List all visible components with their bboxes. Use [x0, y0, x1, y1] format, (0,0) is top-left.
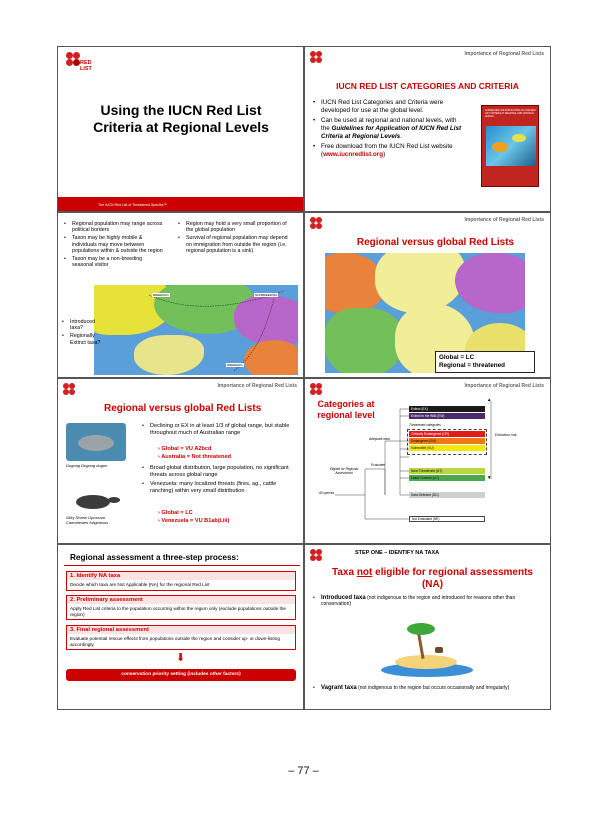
step-title: 1. Identify NA taxa [67, 572, 295, 580]
guidelines-book-cover [481, 105, 539, 187]
arrow-up-icon: ▲ [487, 397, 492, 402]
bullet-item: • Venezuela: many localized threats (fires, ag., cattle ranching) within very small distribution [142, 481, 300, 495]
opossum-caption: Silky Shrew Opossum Caenolestes fuliginosus [66, 515, 109, 525]
slide-title: Categories at regional level [317, 399, 375, 420]
step-title: 2. Preliminary assessment [67, 596, 295, 604]
slide-6 [304, 378, 551, 544]
bullet-list [142, 423, 300, 437]
cat-ne: Not Evaluated (NE) [409, 516, 485, 522]
slide-header: STEP ONE – IDENTIFY NA TAXA [355, 550, 440, 556]
step-1-box [66, 571, 296, 591]
regional-result: › Australia = Not threatened [158, 454, 232, 460]
slide-header: Importance of Regional Red Lists [217, 383, 297, 389]
down-arrow-icon: ⬇ [176, 652, 186, 664]
regional-result: › Venezuela = VU B1ab(i,iii) [158, 518, 230, 524]
map-label: BREEDING [227, 363, 243, 367]
red-list-logo [310, 51, 328, 71]
island-illustration [371, 617, 483, 679]
red-list-logo [310, 549, 328, 569]
global-status: Global = LC [439, 354, 475, 361]
migration-map [94, 285, 298, 375]
bullet-item: • Introduced taxa? [62, 319, 102, 331]
arrow-down-icon: ▼ [487, 475, 492, 480]
eligible-label: Eligible for Regional Assessment [329, 467, 359, 475]
slide-header: Importance of Regional Red Lists [464, 51, 544, 57]
slide-5 [57, 378, 304, 544]
bullet-item: • Broad global distribution, large population, no significant threats across global range [142, 465, 300, 479]
step-text: Decide which taxa are Not Applicable (NA) for the regional Red List [70, 582, 210, 587]
result-block-1 [158, 445, 231, 461]
iucn-link[interactable]: www.iucnredlist.org [323, 151, 384, 158]
step-2-box [66, 595, 296, 620]
bullet-item: • Survival of regional population may depend on immigration from outside the region (i.e. regional population is a sink) [178, 235, 288, 254]
dugong-photo [66, 423, 126, 461]
title-rule [64, 565, 300, 566]
slide-title: Using the IUCN Red List Criteria at Regional Levels [93, 102, 269, 135]
bullet-list [313, 685, 543, 691]
step-title: 3. Final regional assessment [67, 626, 295, 634]
side-questions [62, 319, 102, 346]
extinction-risk-label: Extinction risk [495, 433, 517, 437]
slide-title: Regional versus global Red Lists [104, 403, 262, 414]
book-title: GUIDELINES FOR APPLICATION OF IUCN RED LIST CRITERIA AT REGIONAL AND NATIONAL LEVELS [485, 110, 536, 118]
fish-shape [512, 134, 526, 142]
bullet-item: • Introduced taxa (not indigenous to the region and introduced for reasons other than conservation) [313, 595, 543, 607]
slide-4 [304, 212, 551, 378]
opossum-photo [70, 487, 122, 513]
slide-8 [304, 544, 551, 710]
cat-ex: Extinct (EX) [409, 406, 485, 412]
page-number: – 77 – [288, 765, 319, 777]
bullet-item: • Vagrant taxa (not indigenous to the region but occurs occasionally and irregularly) [313, 685, 543, 691]
dugong-caption: Dugong Dugong dugon [66, 463, 108, 468]
bullet-list [313, 595, 543, 607]
global-result: › Global = LC [158, 510, 193, 516]
bullet-item: • Declining or EX in at least 1/3 of global range, but stable throughout much of Australian range [142, 423, 300, 437]
cat-nt: Near Threatened (NT) [409, 468, 485, 474]
cat-lc: Least Concern (LC) [409, 475, 485, 481]
red-list-logo [310, 217, 328, 237]
cat-ew: Extinct in the Wild (EW) [409, 413, 485, 419]
all-species-label: All species [319, 491, 335, 495]
priority-bar: conservation priority setting (includes other factors) [66, 669, 296, 681]
step-text: Apply Red List criteria to the population occurring within the region only (exclude populations outside the region) [70, 606, 287, 617]
map-label: NONBREEDING [255, 293, 278, 297]
slide-header: Importance of Regional Red Lists [464, 383, 544, 389]
slide-title: Regional versus global Red Lists [356, 237, 515, 248]
footer-text: The IUCN Red List of Threatened Species™ [98, 203, 167, 207]
bullet-list [313, 99, 463, 159]
bullet-item: • Free download from the IUCN Red List website (www.iucnredlist.org) [313, 143, 463, 159]
cat-cr: Critically Endangered (CR) [409, 431, 485, 437]
handout-sheet [57, 46, 551, 736]
slide-title: Taxa not eligible for regional assessments (NA) [331, 567, 533, 590]
bullet-list [142, 465, 300, 495]
step-3-box [66, 625, 296, 650]
global-result: › Global = VU A2bcd [158, 446, 212, 452]
bullet-item: • Taxon may be highly mobile & individuals may move between populations within & outside the region [64, 235, 164, 254]
cat-en: Endangered (EN) [409, 438, 485, 444]
bullet-item: • Regional population may range across political borders [64, 221, 164, 233]
slide-7 [57, 544, 304, 710]
cat-dd: Data Deficient (DD) [409, 492, 485, 498]
cat-vu: Vulnerable (VU) [409, 445, 485, 451]
step-text: Evaluate potential rescue effects from populations outside the region and consider up- or down-listing accordingly. [70, 636, 280, 647]
footer-bar [58, 197, 303, 211]
red-list-logo [64, 52, 92, 80]
slide-3 [57, 212, 304, 378]
slide-2 [304, 46, 551, 212]
red-list-logo [63, 383, 81, 403]
bullet-item: • Can be used at regional and national levels, with the Guidelines for Application of IUCN Red List Criteria at Regional Levels. [313, 117, 463, 141]
status-box [435, 351, 535, 373]
bullet-item: • Region may hold a very small proportion of the global population [178, 221, 288, 233]
fish-shape [492, 142, 508, 152]
threatened-label: Threatened categories [409, 423, 441, 427]
map-label: BREEDING [153, 293, 169, 297]
slide-title: Regional assessment a three-step process: [70, 553, 239, 562]
slide-1 [57, 46, 304, 212]
bullet-item: • IUCN Red List Categories and Criteria were developed for use at the global level. [313, 99, 463, 115]
slide-header: Importance of Regional Red Lists [464, 217, 544, 223]
bullet-item: • Regionally Extinct taxa? [62, 333, 102, 345]
logo-text: RED LIST [80, 60, 92, 72]
migration-route [94, 285, 298, 375]
bullet-list-left [64, 221, 164, 268]
result-block-2 [158, 509, 229, 525]
regional-status: Regional = threatened [439, 362, 505, 369]
bullet-list-right [178, 221, 288, 254]
bullet-item: • Taxon may be a non-breeding seasonal visitor [64, 256, 164, 268]
adequate-data-label: Adequate data [369, 437, 390, 441]
evaluated-label: Evaluated [371, 463, 386, 467]
slide-title: IUCN RED LIST CATEGORIES AND CRITERIA [336, 81, 519, 91]
